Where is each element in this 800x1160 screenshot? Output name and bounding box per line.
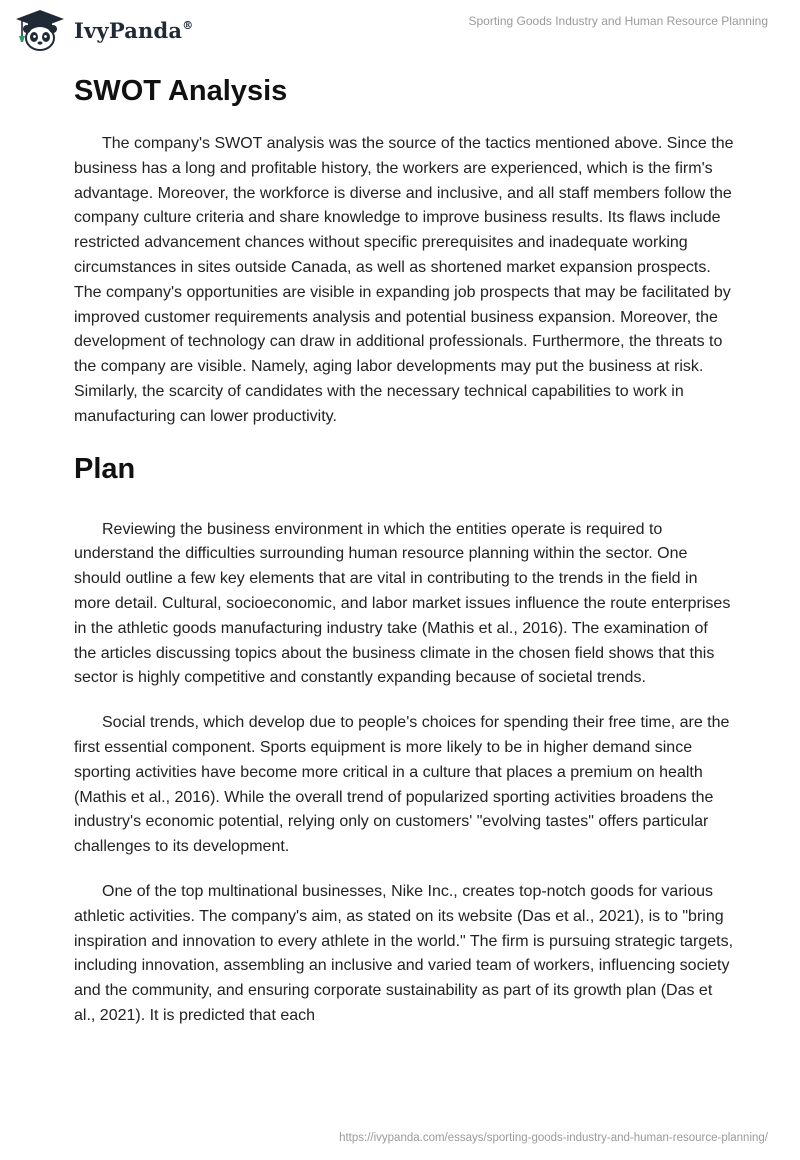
page-header [0,0,800,60]
panda-graduate-icon [14,8,66,52]
paragraph: Reviewing the business environment in which the entities operate is required to understand the difficulties surrounding human resource planning within the sector. One should outline a few key elements that are vital in contributing to the trends in the field in more detail. Cultural, socioeconomic, and labor market issues influence the route enterprises in the athletic goods manufacturing industry take (Mathis et al., 2016). The examination of the articles discussing topics about the business climate in the chosen field shows that this sector is highly competitive and constantly expanding because of societal trends. [74,520,731,687]
logo-text: IvyPanda® [74,17,194,43]
paragraph: The company's SWOT analysis was the source of the tactics mentioned above. Since the business has a long and profitable history, the workers are experienced, which is the firm's advantage. Moreover, the workforce is diverse and inclusive, and all staff members follow the company culture criteria and share knowledge to improve business results. Its flaws include restricted advancement chances without specific prerequisites and inadequate working circumstances in sites outside Canada, as well as shortened market expansion prospects. The company's opportunities are visible in expanding job prospects that may be facilitated by improved customer requirements analysis and potential business expansion. Moreover, the development of technology can draw in additional professionals. Furthermore, the threats to the company are visible. Namely, aging labor developments may put the business at risk. Similarly, the scarcity of candidates with the necessary technical capabilities to work in manufacturing can lower productivity. [74,135,734,425]
section-heading-plan: Plan [74,452,136,485]
paragraph: One of the top multinational businesses, Nike Inc., creates top-notch goods for various athletic activities. The company's aim, as stated on its website (Das et al., 2021), is to "bring inspiration and innovation to every athlete in the world." The firm is pursuing strategic targets, including innovation, assembling an inclusive and varied team of workers, influencing society and the community, and ensuring corporate sustainability as part of its growth plan (Das et al., 2021). It is predicted that each [74,882,734,1024]
paragraph: Social trends, which develop due to people's choices for spending their free time, are the first essential component. Sports equipment is more likely to be in higher demand since sporting activities have become more critical in a culture that places a premium on health (Mathis et al., 2016). While the overall trend of popularized sporting activities broadens the industry's economic potential, relying only on customers' "evolving tastes" offers particular challenges to its development. [74,714,730,856]
footer-source-url[interactable]: https://ivypanda.com/essays/sporting-goods-industry-and-human-resource-planning/ [339,1132,768,1144]
essay-content [74,72,734,1049]
ivypanda-logo[interactable] [14,8,193,52]
running-title: Sporting Goods Industry and Human Resource Planning [468,14,768,28]
section-heading-swot: SWOT Analysis [74,75,288,107]
